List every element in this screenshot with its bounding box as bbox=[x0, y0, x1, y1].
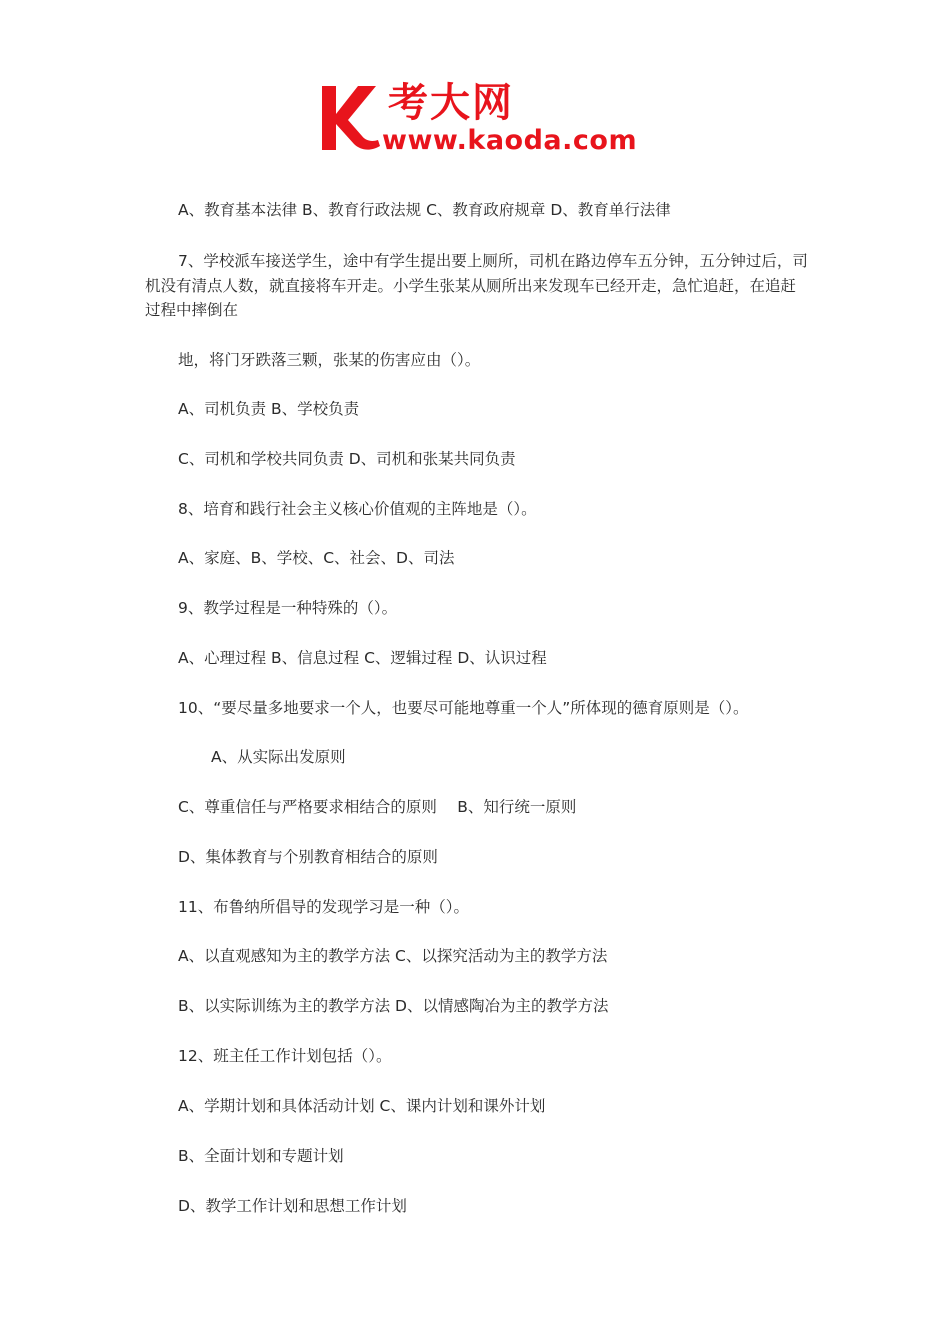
question-10-option-d: D、集体教育与个别教育相结合的原则 bbox=[178, 848, 438, 866]
question-11-options-ac: A、以直观感知为主的教学方法 C、以探究活动为主的教学方法 bbox=[178, 947, 608, 965]
question-7-options-cd: C、司机和学校共同负责 D、司机和张某共同负责 bbox=[178, 450, 516, 468]
question-12-option-d: D、教学工作计划和思想工作计划 bbox=[178, 1197, 407, 1215]
question-7-options-ab: A、司机负责 B、学校负责 bbox=[178, 400, 360, 418]
question-10-stem: 10、“要尽量多地要求一个人，也要尽可能地尊重一个人”所体现的德育原则是（）。 bbox=[178, 699, 749, 717]
question-8-stem: 8、培育和践行社会主义核心价值观的主阵地是（）。 bbox=[178, 500, 537, 518]
question-12-stem: 12、班主任工作计划包括（）。 bbox=[178, 1047, 392, 1065]
logo-title: 考大网 bbox=[388, 80, 514, 126]
question-10-options-cb: C、尊重信任与严格要求相结合的原则 B、知行统一原则 bbox=[178, 798, 577, 816]
logo-url: www.kaoda.com bbox=[382, 125, 638, 156]
logo-k-icon bbox=[318, 84, 382, 152]
question-12-options-ac: A、学期计划和具体活动计划 C、课内计划和课外计划 bbox=[178, 1097, 546, 1115]
question-11-options-bd: B、以实际训练为主的教学方法 D、以情感陶冶为主的教学方法 bbox=[178, 997, 609, 1015]
question-7-stem: 7、学校派车接送学生，途中有学生提出要上厕所，司机在路边停车五分钟，五分钟过后，司机没有清点人数，就直接将车开走。小学生张某从厕所出来发现车已经开走，急忙追赶，在追赶过程中摔倒在 bbox=[145, 252, 808, 319]
question-8-options: A、家庭、B、学校、C、社会、D、司法 bbox=[178, 549, 455, 567]
kaoda-logo bbox=[318, 80, 648, 160]
question-10-option-a: A、从实际出发原则 bbox=[211, 748, 346, 766]
question-11-stem: 11、布鲁纳所倡导的发现学习是一种（）。 bbox=[178, 898, 469, 916]
question-9-options: A、心理过程 B、信息过程 C、逻辑过程 D、认识过程 bbox=[178, 649, 547, 667]
question-9-stem: 9、教学过程是一种特殊的（）。 bbox=[178, 599, 398, 617]
question-6-options: A、教育基本法律 B、教育行政法规 C、教育政府规章 D、教育单行法律 bbox=[178, 201, 671, 219]
question-12-option-b: B、全面计划和专题计划 bbox=[178, 1147, 344, 1165]
question-7-stem-continued: 地，将门牙跌落三颗，张某的伤害应由（）。 bbox=[178, 351, 481, 369]
